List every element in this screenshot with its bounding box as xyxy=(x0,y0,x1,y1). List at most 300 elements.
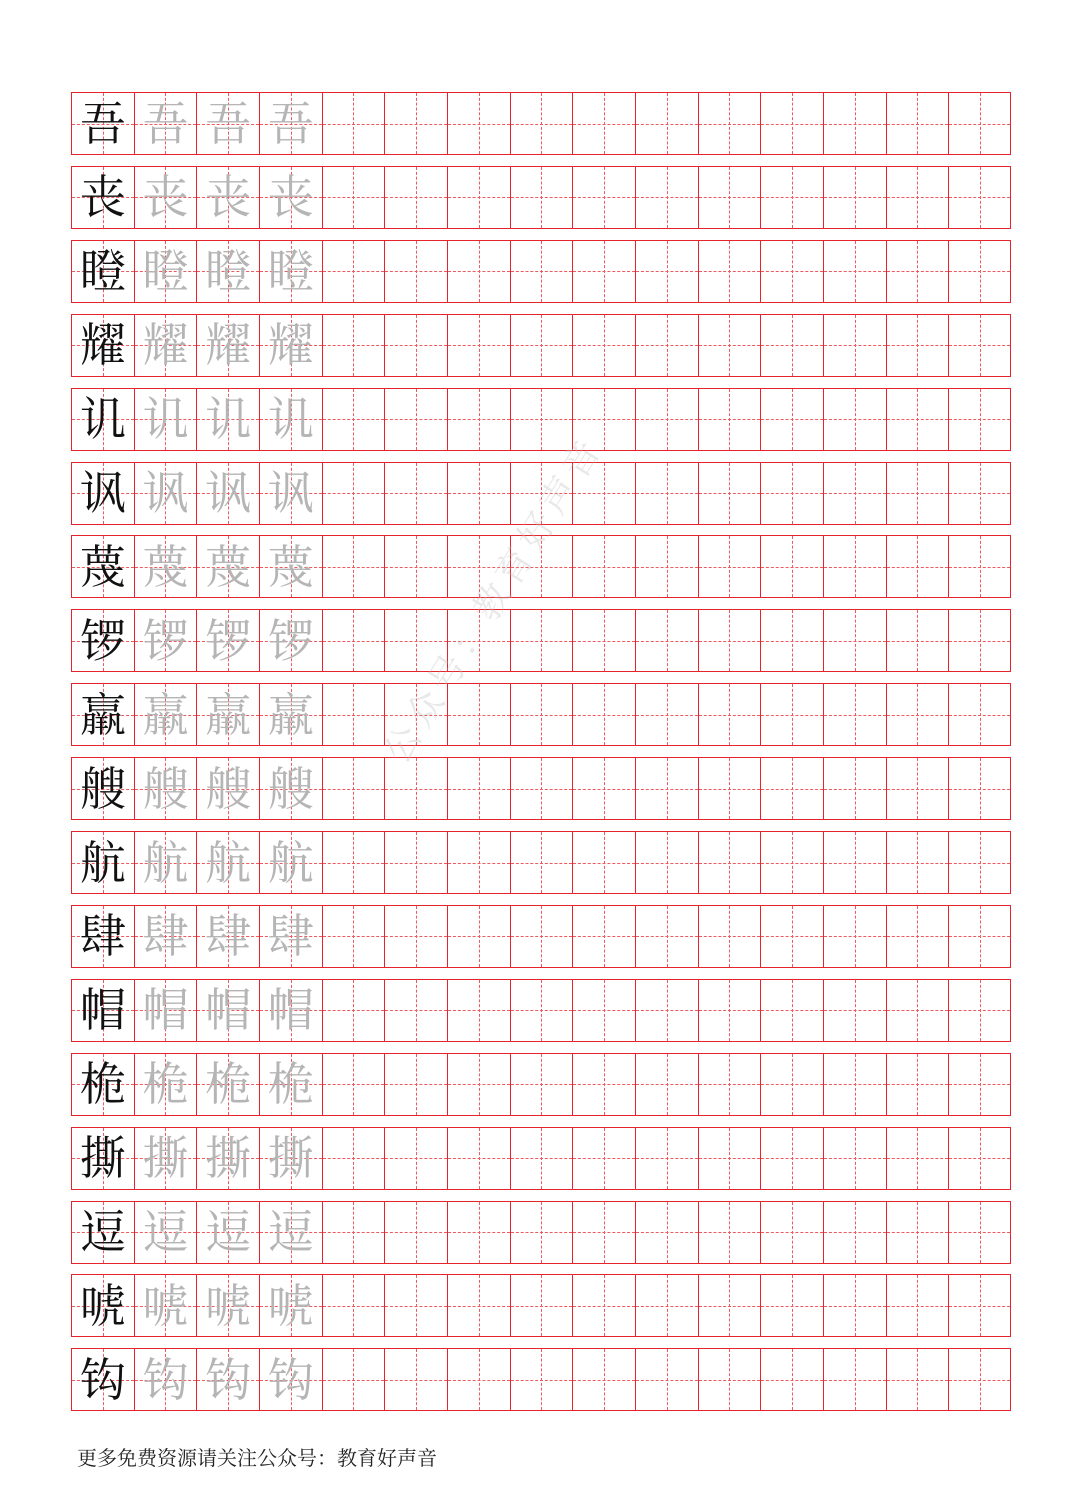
empty-practice-cell xyxy=(635,1127,698,1190)
empty-practice-cell xyxy=(447,1201,510,1264)
trace-char-cell xyxy=(259,757,322,820)
trace-character: 瞪 xyxy=(205,244,252,299)
trace-char-cell xyxy=(196,166,259,229)
trace-char-cell xyxy=(134,1053,197,1116)
practice-row xyxy=(71,757,1011,820)
empty-practice-cell xyxy=(823,979,886,1042)
empty-practice-cell xyxy=(572,1274,635,1337)
trace-char-cell xyxy=(196,757,259,820)
empty-practice-cell xyxy=(635,609,698,672)
empty-practice-cell xyxy=(760,1201,823,1264)
trace-char-cell xyxy=(259,462,322,525)
model-char-cell xyxy=(71,1201,134,1264)
empty-practice-cell xyxy=(635,1274,698,1337)
trace-character: 艘 xyxy=(267,761,314,816)
empty-practice-cell xyxy=(886,462,949,525)
trace-char-cell xyxy=(134,314,197,377)
practice-row xyxy=(71,831,1011,894)
practice-row xyxy=(71,166,1011,229)
trace-character: 讥 xyxy=(205,392,252,447)
empty-practice-cell xyxy=(572,535,635,598)
empty-practice-cell xyxy=(384,314,447,377)
trace-char-cell xyxy=(134,462,197,525)
trace-character: 耀 xyxy=(142,318,189,373)
trace-character: 肆 xyxy=(142,909,189,964)
trace-char-cell xyxy=(196,388,259,451)
empty-practice-cell xyxy=(698,240,761,303)
empty-practice-cell xyxy=(572,831,635,894)
empty-practice-cell xyxy=(760,1274,823,1337)
empty-practice-cell xyxy=(510,462,573,525)
trace-char-cell xyxy=(259,1201,322,1264)
empty-practice-cell xyxy=(447,757,510,820)
empty-practice-cell xyxy=(823,1201,886,1264)
empty-practice-cell xyxy=(760,92,823,155)
model-char-cell xyxy=(71,831,134,894)
empty-practice-cell xyxy=(447,462,510,525)
empty-practice-cell xyxy=(447,609,510,672)
empty-practice-cell xyxy=(886,831,949,894)
practice-row xyxy=(71,240,1011,303)
trace-char-cell xyxy=(134,683,197,746)
trace-character: 丧 xyxy=(267,170,314,225)
empty-practice-cell xyxy=(886,166,949,229)
empty-practice-cell xyxy=(384,1274,447,1337)
trace-char-cell xyxy=(134,92,197,155)
trace-character: 艘 xyxy=(142,761,189,816)
empty-practice-cell xyxy=(698,462,761,525)
empty-practice-cell xyxy=(886,609,949,672)
empty-practice-cell xyxy=(572,1201,635,1264)
trace-char-cell xyxy=(134,905,197,968)
trace-char-cell xyxy=(259,166,322,229)
empty-practice-cell xyxy=(322,1274,385,1337)
trace-char-cell xyxy=(196,535,259,598)
empty-practice-cell xyxy=(322,1201,385,1264)
model-char-cell xyxy=(71,462,134,525)
empty-practice-cell xyxy=(823,683,886,746)
empty-practice-cell xyxy=(948,1127,1011,1190)
model-char-cell xyxy=(71,757,134,820)
empty-practice-cell xyxy=(510,166,573,229)
empty-practice-cell xyxy=(510,757,573,820)
empty-practice-cell xyxy=(322,388,385,451)
empty-practice-cell xyxy=(322,757,385,820)
practice-row xyxy=(71,1053,1011,1116)
practice-row xyxy=(71,535,1011,598)
model-char-cell xyxy=(71,535,134,598)
empty-practice-cell xyxy=(322,1053,385,1116)
empty-practice-cell xyxy=(635,535,698,598)
empty-practice-cell xyxy=(322,905,385,968)
model-char-cell xyxy=(71,92,134,155)
empty-practice-cell xyxy=(384,683,447,746)
trace-character: 讽 xyxy=(142,466,189,520)
model-character: 丧 xyxy=(79,170,126,225)
empty-practice-cell xyxy=(384,979,447,1042)
empty-practice-cell xyxy=(384,462,447,525)
empty-practice-cell xyxy=(510,1348,573,1411)
empty-practice-cell xyxy=(447,166,510,229)
empty-practice-cell xyxy=(698,166,761,229)
empty-practice-cell xyxy=(886,388,949,451)
empty-practice-cell xyxy=(572,92,635,155)
trace-char-cell xyxy=(134,166,197,229)
trace-char-cell xyxy=(259,388,322,451)
empty-practice-cell xyxy=(698,683,761,746)
trace-character: 羸 xyxy=(142,687,189,742)
empty-practice-cell xyxy=(823,462,886,525)
empty-practice-cell xyxy=(948,166,1011,229)
empty-practice-cell xyxy=(635,92,698,155)
trace-character: 丧 xyxy=(142,170,189,225)
empty-practice-cell xyxy=(447,535,510,598)
empty-practice-cell xyxy=(322,535,385,598)
empty-practice-cell xyxy=(572,905,635,968)
empty-practice-cell xyxy=(447,240,510,303)
empty-practice-cell xyxy=(823,831,886,894)
trace-character: 撕 xyxy=(142,1131,189,1186)
model-character: 唬 xyxy=(79,1278,126,1333)
empty-practice-cell xyxy=(886,683,949,746)
trace-character: 艘 xyxy=(205,761,252,816)
empty-practice-cell xyxy=(948,757,1011,820)
trace-character: 航 xyxy=(267,835,314,890)
model-char-cell xyxy=(71,683,134,746)
empty-practice-cell xyxy=(635,683,698,746)
practice-row xyxy=(71,1348,1011,1411)
empty-practice-cell xyxy=(948,1201,1011,1264)
trace-character: 肆 xyxy=(267,909,314,964)
trace-char-cell xyxy=(134,1127,197,1190)
empty-practice-cell xyxy=(823,535,886,598)
empty-practice-cell xyxy=(698,1274,761,1337)
empty-practice-cell xyxy=(823,905,886,968)
empty-practice-cell xyxy=(823,757,886,820)
empty-practice-cell xyxy=(948,314,1011,377)
empty-practice-cell xyxy=(384,1348,447,1411)
empty-practice-cell xyxy=(886,1274,949,1337)
trace-char-cell xyxy=(196,1127,259,1190)
empty-practice-cell xyxy=(886,92,949,155)
empty-practice-cell xyxy=(384,757,447,820)
trace-character: 钩 xyxy=(142,1352,189,1407)
empty-practice-cell xyxy=(384,1053,447,1116)
trace-char-cell xyxy=(259,905,322,968)
empty-practice-cell xyxy=(384,388,447,451)
empty-practice-cell xyxy=(760,905,823,968)
empty-practice-cell xyxy=(823,1348,886,1411)
empty-practice-cell xyxy=(384,831,447,894)
trace-character: 耀 xyxy=(205,318,252,373)
trace-character: 逗 xyxy=(142,1205,189,1259)
trace-char-cell xyxy=(196,1053,259,1116)
trace-char-cell xyxy=(196,683,259,746)
trace-character: 蔑 xyxy=(205,539,252,594)
trace-char-cell xyxy=(259,979,322,1042)
empty-practice-cell xyxy=(510,92,573,155)
trace-character: 帽 xyxy=(205,983,252,1038)
empty-practice-cell xyxy=(760,388,823,451)
empty-practice-cell xyxy=(572,314,635,377)
empty-practice-cell xyxy=(510,388,573,451)
empty-practice-cell xyxy=(384,166,447,229)
empty-practice-cell xyxy=(948,831,1011,894)
empty-practice-cell xyxy=(447,683,510,746)
practice-row xyxy=(71,905,1011,968)
empty-practice-cell xyxy=(384,1201,447,1264)
model-character: 耀 xyxy=(79,318,126,373)
empty-practice-cell xyxy=(384,905,447,968)
empty-practice-cell xyxy=(572,609,635,672)
model-character: 锣 xyxy=(79,613,126,668)
empty-practice-cell xyxy=(948,1274,1011,1337)
empty-practice-cell xyxy=(384,1127,447,1190)
empty-practice-cell xyxy=(948,1348,1011,1411)
empty-practice-cell xyxy=(635,462,698,525)
empty-practice-cell xyxy=(447,905,510,968)
trace-character: 吾 xyxy=(142,96,189,151)
empty-practice-cell xyxy=(635,314,698,377)
empty-practice-cell xyxy=(823,1053,886,1116)
empty-practice-cell xyxy=(886,535,949,598)
empty-practice-cell xyxy=(510,535,573,598)
trace-char-cell xyxy=(134,609,197,672)
empty-practice-cell xyxy=(635,757,698,820)
trace-char-cell xyxy=(196,979,259,1042)
trace-character: 桅 xyxy=(267,1057,314,1112)
empty-practice-cell xyxy=(510,1127,573,1190)
empty-practice-cell xyxy=(384,535,447,598)
model-character: 吾 xyxy=(79,96,126,151)
empty-practice-cell xyxy=(510,831,573,894)
empty-practice-cell xyxy=(510,609,573,672)
empty-practice-cell xyxy=(510,1053,573,1116)
empty-practice-cell xyxy=(635,1201,698,1264)
trace-char-cell xyxy=(196,609,259,672)
empty-practice-cell xyxy=(948,609,1011,672)
empty-practice-cell xyxy=(510,905,573,968)
empty-practice-cell xyxy=(948,905,1011,968)
trace-char-cell xyxy=(134,1201,197,1264)
empty-practice-cell xyxy=(698,314,761,377)
model-character: 逗 xyxy=(79,1205,126,1259)
empty-practice-cell xyxy=(698,609,761,672)
trace-char-cell xyxy=(134,388,197,451)
empty-practice-cell xyxy=(447,831,510,894)
trace-char-cell xyxy=(259,683,322,746)
trace-character: 锣 xyxy=(142,613,189,668)
trace-character: 航 xyxy=(205,835,252,890)
empty-practice-cell xyxy=(447,1274,510,1337)
model-character: 讽 xyxy=(79,466,126,520)
trace-character: 羸 xyxy=(205,687,252,742)
model-character: 瞪 xyxy=(79,244,126,299)
empty-practice-cell xyxy=(948,462,1011,525)
trace-character: 航 xyxy=(142,835,189,890)
empty-practice-cell xyxy=(760,240,823,303)
empty-practice-cell xyxy=(698,831,761,894)
model-character: 艘 xyxy=(79,761,126,816)
empty-practice-cell xyxy=(322,831,385,894)
empty-practice-cell xyxy=(572,240,635,303)
empty-practice-cell xyxy=(572,462,635,525)
empty-practice-cell xyxy=(760,757,823,820)
empty-practice-cell xyxy=(823,388,886,451)
practice-row xyxy=(71,979,1011,1042)
empty-practice-cell xyxy=(322,683,385,746)
model-char-cell xyxy=(71,979,134,1042)
trace-character: 讥 xyxy=(267,392,314,447)
trace-char-cell xyxy=(134,535,197,598)
empty-practice-cell xyxy=(760,314,823,377)
trace-character: 吾 xyxy=(267,96,314,151)
empty-practice-cell xyxy=(447,388,510,451)
empty-practice-cell xyxy=(760,1053,823,1116)
trace-char-cell xyxy=(196,92,259,155)
empty-practice-cell xyxy=(572,166,635,229)
trace-character: 撕 xyxy=(267,1131,314,1186)
empty-practice-cell xyxy=(384,240,447,303)
model-char-cell xyxy=(71,240,134,303)
trace-character: 唬 xyxy=(267,1278,314,1333)
empty-practice-cell xyxy=(823,166,886,229)
empty-practice-cell xyxy=(948,979,1011,1042)
empty-practice-cell xyxy=(572,979,635,1042)
trace-character: 锣 xyxy=(267,613,314,668)
empty-practice-cell xyxy=(698,388,761,451)
model-char-cell xyxy=(71,609,134,672)
empty-practice-cell xyxy=(322,609,385,672)
trace-character: 蔑 xyxy=(267,539,314,594)
model-char-cell xyxy=(71,1053,134,1116)
model-char-cell xyxy=(71,905,134,968)
trace-char-cell xyxy=(259,1127,322,1190)
model-char-cell xyxy=(71,1127,134,1190)
empty-practice-cell xyxy=(823,1274,886,1337)
empty-practice-cell xyxy=(322,240,385,303)
trace-char-cell xyxy=(196,314,259,377)
empty-practice-cell xyxy=(886,1348,949,1411)
empty-practice-cell xyxy=(572,388,635,451)
trace-character: 桅 xyxy=(142,1057,189,1112)
trace-char-cell xyxy=(196,1274,259,1337)
empty-practice-cell xyxy=(886,240,949,303)
trace-char-cell xyxy=(259,609,322,672)
trace-char-cell xyxy=(259,314,322,377)
empty-practice-cell xyxy=(698,92,761,155)
trace-character: 耀 xyxy=(267,318,314,373)
model-char-cell xyxy=(71,388,134,451)
empty-practice-cell xyxy=(447,1053,510,1116)
empty-practice-cell xyxy=(886,757,949,820)
trace-character: 羸 xyxy=(267,687,314,742)
empty-practice-cell xyxy=(635,166,698,229)
empty-practice-cell xyxy=(322,1348,385,1411)
empty-practice-cell xyxy=(510,979,573,1042)
footer-note: 更多免费资源请关注公众号：教育好声音 xyxy=(77,1446,437,1470)
empty-practice-cell xyxy=(886,979,949,1042)
empty-practice-cell xyxy=(760,1127,823,1190)
empty-practice-cell xyxy=(886,905,949,968)
empty-practice-cell xyxy=(948,683,1011,746)
empty-practice-cell xyxy=(760,683,823,746)
empty-practice-cell xyxy=(760,831,823,894)
practice-row xyxy=(71,1274,1011,1337)
trace-char-cell xyxy=(259,535,322,598)
empty-practice-cell xyxy=(948,240,1011,303)
trace-char-cell xyxy=(196,240,259,303)
empty-practice-cell xyxy=(635,1348,698,1411)
trace-char-cell xyxy=(134,1348,197,1411)
empty-practice-cell xyxy=(760,609,823,672)
empty-practice-cell xyxy=(510,1201,573,1264)
empty-practice-cell xyxy=(823,609,886,672)
model-char-cell xyxy=(71,1348,134,1411)
trace-character: 锣 xyxy=(205,613,252,668)
empty-practice-cell xyxy=(635,905,698,968)
empty-practice-cell xyxy=(760,535,823,598)
empty-practice-cell xyxy=(572,1127,635,1190)
trace-char-cell xyxy=(134,240,197,303)
trace-char-cell xyxy=(196,462,259,525)
empty-practice-cell xyxy=(447,979,510,1042)
practice-row xyxy=(71,1127,1011,1190)
empty-practice-cell xyxy=(886,314,949,377)
trace-character: 讥 xyxy=(142,392,189,447)
empty-practice-cell xyxy=(510,683,573,746)
trace-char-cell xyxy=(259,1348,322,1411)
trace-char-cell xyxy=(134,1274,197,1337)
empty-practice-cell xyxy=(322,314,385,377)
empty-practice-cell xyxy=(948,535,1011,598)
model-character: 羸 xyxy=(79,687,126,742)
practice-row xyxy=(71,388,1011,451)
empty-practice-cell xyxy=(447,314,510,377)
trace-char-cell xyxy=(259,1053,322,1116)
practice-row xyxy=(71,609,1011,672)
empty-practice-cell xyxy=(823,1127,886,1190)
empty-practice-cell xyxy=(886,1127,949,1190)
empty-practice-cell xyxy=(572,1053,635,1116)
practice-row xyxy=(71,1201,1011,1264)
empty-practice-cell xyxy=(635,1053,698,1116)
practice-row xyxy=(71,92,1011,155)
trace-char-cell xyxy=(196,1201,259,1264)
empty-practice-cell xyxy=(572,1348,635,1411)
empty-practice-cell xyxy=(823,314,886,377)
trace-character: 帽 xyxy=(267,983,314,1038)
trace-character: 逗 xyxy=(205,1205,252,1259)
trace-char-cell xyxy=(134,979,197,1042)
empty-practice-cell xyxy=(447,92,510,155)
trace-char-cell xyxy=(259,92,322,155)
trace-character: 丧 xyxy=(205,170,252,225)
empty-practice-cell xyxy=(886,1201,949,1264)
empty-practice-cell xyxy=(698,979,761,1042)
empty-practice-cell xyxy=(572,683,635,746)
empty-practice-cell xyxy=(447,1348,510,1411)
empty-practice-cell xyxy=(635,240,698,303)
empty-practice-cell xyxy=(698,1127,761,1190)
empty-practice-cell xyxy=(635,831,698,894)
empty-practice-cell xyxy=(823,92,886,155)
empty-practice-cell xyxy=(510,1274,573,1337)
model-char-cell xyxy=(71,314,134,377)
empty-practice-cell xyxy=(948,388,1011,451)
model-character: 桅 xyxy=(79,1057,126,1112)
empty-practice-cell xyxy=(886,1053,949,1116)
